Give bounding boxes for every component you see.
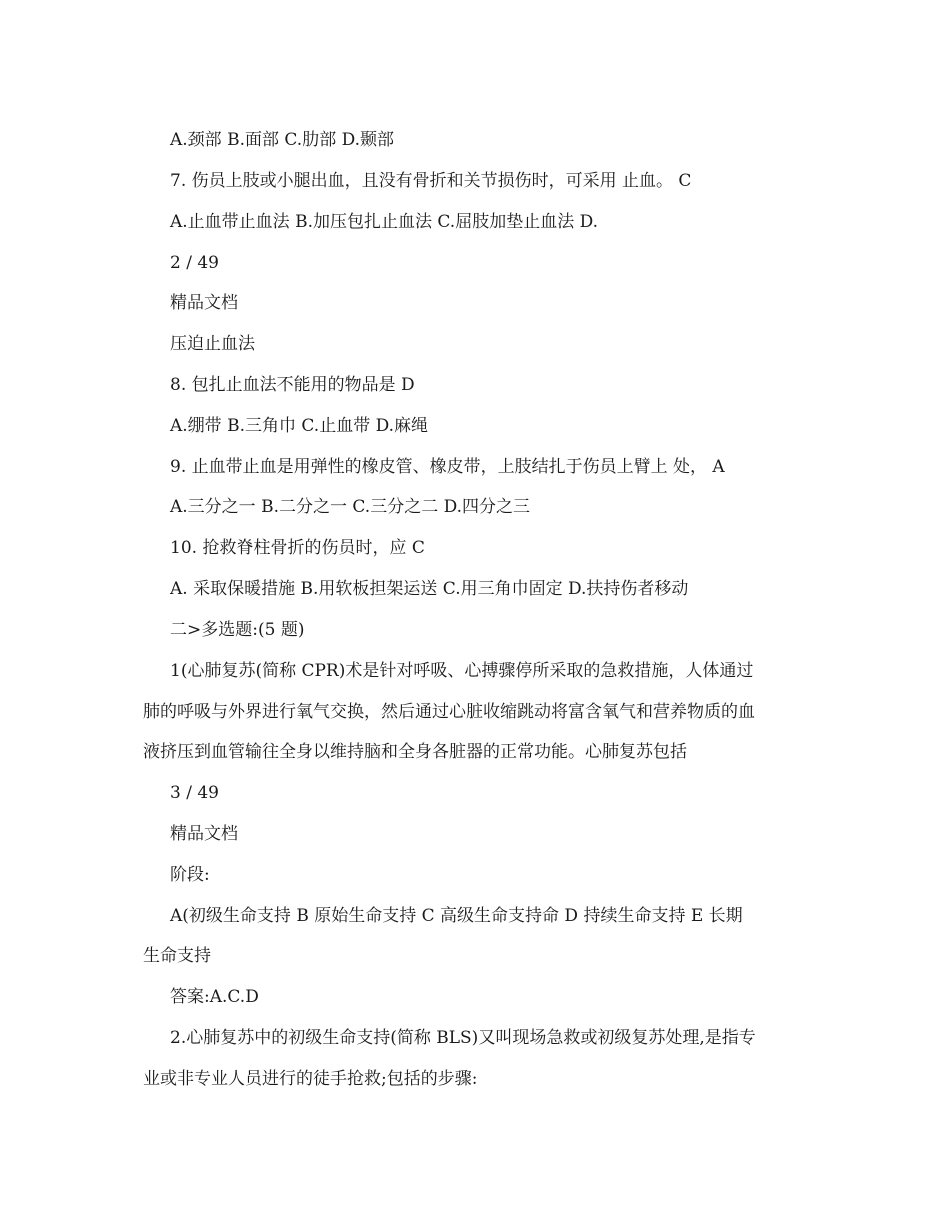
question-8-options: A.绷带 B.三角巾 C.止血带 D.麻绳 (170, 416, 429, 436)
text-line: 阶段: (170, 865, 210, 885)
page-header: 精品文档 (170, 824, 238, 844)
paragraph-line: 2.心肺复苏中的初级生命支持(简称 BLS)又叫现场急救或初级复苏处理,是指专 (170, 1028, 756, 1048)
options-line: A(初级生命支持 B 原始生命支持 C 高级生命支持命 D 持续生命支持 E 长期 (170, 906, 743, 926)
question-9-options: A.三分之一 B.二分之一 C.三分之二 D.四分之三 (170, 497, 531, 517)
question-8: 8. 包扎止血法不能用的物品是 D (170, 375, 415, 395)
paragraph-line: 1(心肺复苏(简称 CPR)术是针对呼吸、心搏骤停所采取的急救措施，人体通过 (170, 661, 754, 681)
question-7-options: A.止血带止血法 B.加压包扎止血法 C.屈肢加垫止血法 D. (170, 212, 599, 232)
page-header: 精品文档 (170, 293, 238, 313)
text-line: A.颈部 B.面部 C.肋部 D.颞部 (170, 130, 395, 150)
question-9: 9. 止血带止血是用弹性的橡皮管、橡皮带，上肢结扎于伤员上臂上 处， A (170, 457, 725, 477)
options-line: 生命支持 (143, 946, 211, 966)
page-number: 3 / 49 (170, 783, 219, 803)
question-7: 7. 伤员上肢或小腿出血，且没有骨折和关节损伤时，可采用 止血。 C (170, 171, 692, 191)
paragraph-line: 液挤压到血管输往全身以维持脑和全身各脏器的正常功能。心肺复苏包括 (143, 742, 687, 762)
answer-line: 答案:A.C.D (170, 987, 259, 1007)
paragraph-line: 肺的呼吸与外界进行氧气交换，然后通过心脏收缩跳动将富含氧气和营养物质的血 (143, 702, 755, 722)
page-number: 2 / 49 (170, 253, 219, 273)
question-10: 10. 抢救脊柱骨折的伤员时，应 C (170, 538, 425, 558)
section-heading: 二>多选题:(5 题) (170, 620, 305, 640)
question-10-options: A. 采取保暖措施 B.用软板担架运送 C.用三角巾固定 D.扶持伤者移动 (170, 579, 689, 599)
paragraph-line: 业或非专业人员进行的徒手抢救;包括的步骤: (143, 1069, 478, 1089)
text-line: 压迫止血法 (170, 334, 255, 354)
